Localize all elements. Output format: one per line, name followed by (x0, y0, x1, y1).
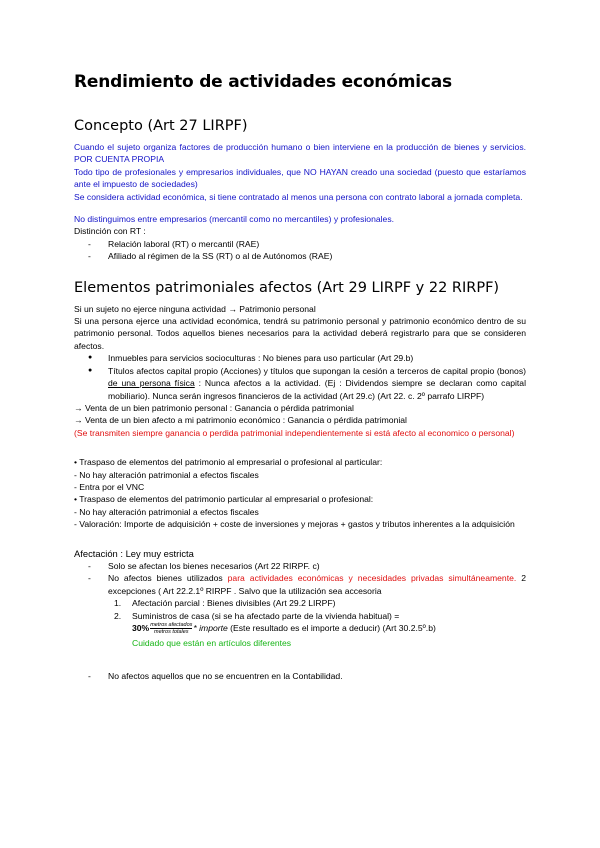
paragraph: - Valoración: Importe de adquisición + coste de inversiones y mejoras + gastos y tributos inherentes a la adquisición (74, 519, 515, 530)
list-item: 1. Afectación parcial : Bienes divisibles (Art 29.2 LIRPF) (114, 598, 336, 609)
paragraph: - No hay alteración patrimonial a efectos fiscales (74, 506, 259, 517)
list-item: - No afectos bienes utilizados para actividades económicas y necesidades privadas simultáneamente. 2 excepciones ( Art 22.2.1º RIRPF . Salvo que la utilización sea accesoria (74, 572, 526, 597)
section-heading-elementos: Elementos patrimoniales afectos (Art 29 LIRPF y 22 RIRPF) (74, 279, 500, 296)
paragraph: Cuando el sujeto organiza factores de producción humano o bien interviene en la producción de bienes y servicios. POR CUENTA PROPIA (74, 142, 526, 165)
paragraph: Si un sujeto no ejerce ninguna actividad → Patrimonio personal (74, 303, 316, 314)
paragraph: - Entra por el VNC (74, 481, 145, 492)
paragraph: Se considera actividad económica, si tiene contratado al menos una persona con contrato laboral a jornada completa. (74, 191, 523, 202)
paragraph: → Venta de un bien patrimonio personal : Ganancia o pérdida patrimonial (74, 402, 354, 413)
paragraph: • Traspaso de elementos del patrimonio al empresarial o profesional al particular: (74, 457, 383, 468)
section-heading-afectacion: Afectación : Ley muy estricta (74, 547, 194, 559)
paragraph: Distinción con RT : (74, 226, 146, 237)
numbered-list (74, 597, 526, 635)
list-item: - Relación laboral (RT) o mercantil (RAE) (74, 238, 526, 250)
afectacion-list (74, 560, 526, 597)
list-item: ● Inmuebles para servicios socioculturas : No bienes para uso particular (Art 29.b) (74, 352, 526, 364)
fraction: $\frac{\text{metros afectados}}{\text{metros totales}}$ (150, 622, 193, 636)
note-red: (Se transmiten siempre ganancia o perdida patrimonial independientemente si está afecto al economico o personal) (74, 427, 515, 438)
paragraph: → Venta de un bien afecto a mi patrimonio económico : Ganancia o pérdida patrimonial (74, 415, 407, 426)
note-green: Cuidado que están en artículos diferentes (132, 638, 292, 649)
paragraph: • Traspaso de elementos del patrimonio particular al empresarial o profesional: (74, 494, 374, 505)
paragraph: Todo tipo de profesionales y empresarios individuales, que NO HAYAN creado una sociedad (puesto que estaríamos ante el impuesto de sociedades) (74, 166, 526, 190)
list-item: - Afiliado al régimen de la SS (RT) o al de Autónomos (RAE) (74, 250, 526, 262)
list-item: ● Títulos afectos capital propio (Acciones) y títulos que supongan la cesión a terceros de capital propio (bonos) de una persona física : Nunca afectos a la actividad. (Ej : Dividendos siempre se declaran como capital mobiliario). Nunca serán ingresos financieros de la actividad (Art 29.c) (Art 22. c. 2º parrafo LIRPF) (74, 365, 526, 402)
bullet-list (74, 352, 526, 402)
page-title: Rendimiento de actividades económicas (74, 72, 452, 92)
paragraph: Si una persona ejerce una actividad económica, tendrá su patrimonio personal y patrimonio económico dentro de su patrimonio personal. Todos aquellos bienes necesarios para la actividad deberá registrarlo para que se consideren afectos. (74, 316, 526, 351)
paragraph: - No hay alteración patrimonial a efectos fiscales (74, 469, 259, 480)
distinction-list (74, 238, 526, 263)
paragraph: No distinguimos entre empresarios (mercantil como no mercantiles) y profesionales. (74, 214, 395, 225)
list-item: - Solo se afectan los bienes necesarios (Art 22 RIRPF. c) (74, 560, 526, 572)
section-heading-concepto: Concepto (Art 27 LIRPF) (74, 118, 248, 134)
list-item: - No afectos aquellos que no se encuentren en la Contabilidad. (74, 670, 526, 682)
list-item: 2. Suministros de casa (si se ha afectado parte de la vivienda habitual) = 30% $\frac{\text{metros afectados}}{\text{metros totales}}$ * importe (Este resultado es el importe a deducir) (Art 30.2.5º.b) (114, 610, 436, 636)
afectacion-list-end (74, 670, 526, 682)
